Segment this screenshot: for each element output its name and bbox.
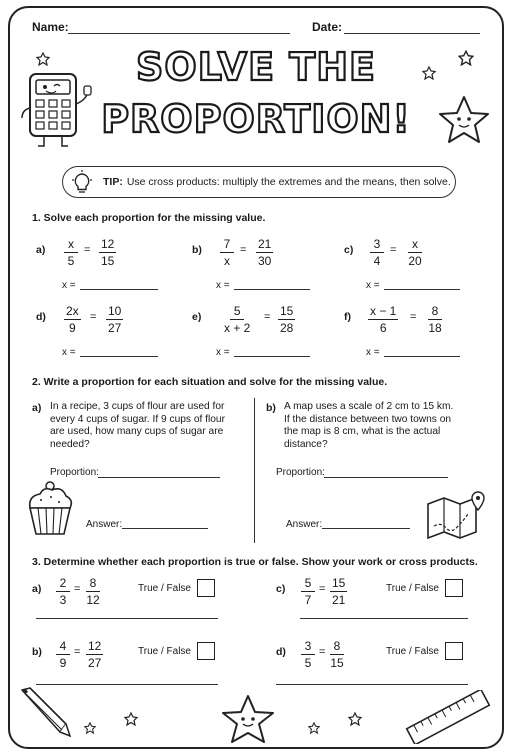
tip-box xyxy=(62,166,456,198)
true-false-label: True / False xyxy=(138,646,191,657)
section-2-title: 2. Write a proportion for each situation and solve for the missing value. xyxy=(32,376,388,388)
star-icon xyxy=(308,722,320,734)
cupcake-icon xyxy=(24,480,76,538)
answer-label: Answer: xyxy=(86,519,123,530)
answer-field-b[interactable] xyxy=(234,289,310,290)
denominator: 21 xyxy=(332,593,346,607)
numerator: 5 xyxy=(301,576,315,592)
fraction xyxy=(256,237,273,268)
numerator: 8 xyxy=(428,304,442,320)
star-mascot-icon xyxy=(436,94,492,148)
fraction xyxy=(368,304,398,335)
fraction xyxy=(99,237,116,268)
fraction xyxy=(301,576,315,607)
text-line: every 4 cups of sugar. If 9 cups of flour xyxy=(50,413,225,425)
answer-field-2a[interactable] xyxy=(122,528,208,529)
star-icon xyxy=(124,712,138,726)
answer-field-a[interactable] xyxy=(80,289,158,290)
true-false-label: True / False xyxy=(386,646,439,657)
answer-checkbox-a[interactable] xyxy=(197,579,215,597)
calculator-mascot-icon xyxy=(18,68,100,154)
answer-prefix: x = xyxy=(216,280,230,291)
star-icon xyxy=(422,66,436,80)
lightbulb-icon xyxy=(70,170,94,196)
equals-sign: = xyxy=(390,244,397,256)
answer-field-c[interactable] xyxy=(384,289,460,290)
equals-sign: = xyxy=(240,244,247,256)
text-line: A map uses a scale of 2 cm to 15 km. xyxy=(284,401,454,412)
fraction xyxy=(56,576,70,607)
section-3-title: 3. Determine whether each proportion is true or false. Show your work or cross products. xyxy=(32,556,478,568)
fraction xyxy=(330,576,347,607)
fraction xyxy=(220,237,234,268)
work-line-d[interactable] xyxy=(276,684,468,685)
star-icon xyxy=(348,712,362,726)
date-label: Date: xyxy=(312,20,343,34)
text-line: the map is 8 cm, what is the actual xyxy=(284,426,441,437)
numerator: 2x xyxy=(66,304,79,318)
text-line: If the distance between two towns on xyxy=(284,413,452,425)
denominator: 18 xyxy=(428,321,442,335)
word-problem-b xyxy=(284,401,474,451)
map-icon xyxy=(424,490,490,540)
ruler-icon xyxy=(402,690,494,744)
problem-label: c) xyxy=(276,583,286,595)
denominator: 5 xyxy=(67,254,75,268)
problem-label: c) xyxy=(344,244,354,256)
answer-prefix: x = xyxy=(62,280,76,291)
numerator: 15 xyxy=(332,576,346,590)
true-false-label: True / False xyxy=(138,583,191,594)
text-line: are used, how many cups of sugar are xyxy=(50,426,224,437)
word-problem-a xyxy=(50,401,245,451)
equals-sign: = xyxy=(90,311,97,323)
problem-label: a) xyxy=(36,244,46,256)
numerator: 7 xyxy=(220,237,234,253)
fraction xyxy=(301,639,315,670)
numerator: 8 xyxy=(86,576,100,592)
problem-label: e) xyxy=(192,311,202,323)
proportion-field-a[interactable] xyxy=(98,477,220,478)
numerator: 21 xyxy=(258,237,272,251)
fraction xyxy=(408,237,422,268)
fraction xyxy=(64,304,81,335)
answer-field-e[interactable] xyxy=(234,356,310,357)
problem-label: d) xyxy=(276,646,286,658)
text-line: In a recipe, 3 cups of flour are used for xyxy=(50,401,225,412)
numerator: 3 xyxy=(301,639,315,655)
equals-sign: = xyxy=(319,646,326,658)
answer-prefix: x = xyxy=(366,347,380,358)
numerator: 12 xyxy=(101,237,115,251)
problem-label: a) xyxy=(32,402,42,414)
proportion-field-b[interactable] xyxy=(324,477,448,478)
numerator: 4 xyxy=(56,639,70,655)
problem-label: a) xyxy=(32,583,42,595)
problem-label: d) xyxy=(36,311,46,323)
denominator: 20 xyxy=(408,254,422,268)
answer-label: Answer: xyxy=(286,519,323,530)
answer-prefix: x = xyxy=(62,347,76,358)
fraction xyxy=(86,639,103,670)
denominator: 3 xyxy=(59,593,67,607)
text-line: needed? xyxy=(50,438,90,450)
equals-sign: = xyxy=(74,646,81,658)
answer-prefix: x = xyxy=(216,347,230,358)
work-line-a[interactable] xyxy=(36,618,218,619)
answer-checkbox-b[interactable] xyxy=(197,642,215,660)
star-mascot-icon xyxy=(218,694,278,746)
title-line-2: PROPORTION! xyxy=(101,97,411,141)
denominator: 15 xyxy=(101,254,115,268)
denominator: 27 xyxy=(108,321,122,335)
fraction xyxy=(86,576,100,607)
answer-prefix: x = xyxy=(366,280,380,291)
problem-label: f) xyxy=(344,311,351,323)
denominator: 4 xyxy=(373,254,381,268)
equals-sign: = xyxy=(74,583,81,595)
denominator: 9 xyxy=(59,656,67,670)
work-line-c[interactable] xyxy=(300,618,468,619)
tip-text: Use cross products: multiply the extremes and the means, then solve. xyxy=(126,176,451,188)
denominator: 30 xyxy=(258,254,272,268)
problem-label: b) xyxy=(192,244,202,256)
proportion-label: Proportion: xyxy=(50,467,99,478)
fraction xyxy=(56,639,70,670)
denominator: 12 xyxy=(86,593,100,607)
denominator: 6 xyxy=(379,321,387,335)
numerator: 2 xyxy=(56,576,70,592)
fraction xyxy=(370,237,384,268)
numerator: x xyxy=(64,237,78,253)
denominator: 5 xyxy=(304,656,312,670)
section-1-title: 1. Solve each proportion for the missing value. xyxy=(32,212,266,224)
column-divider xyxy=(254,398,255,543)
problem-label: b) xyxy=(32,646,42,658)
tip-label: TIP: xyxy=(103,176,123,188)
numerator: 5 xyxy=(230,304,244,320)
numerator: 3 xyxy=(370,237,384,253)
pencil-icon xyxy=(16,684,72,740)
answer-field-d[interactable] xyxy=(80,356,158,357)
answer-checkbox-d[interactable] xyxy=(445,642,463,660)
fraction xyxy=(428,304,442,335)
true-false-label: True / False xyxy=(386,583,439,594)
proportion-label: Proportion: xyxy=(276,467,325,478)
denominator: x + 2 xyxy=(224,321,251,335)
equals-sign: = xyxy=(410,311,417,323)
numerator: x xyxy=(408,237,422,253)
answer-checkbox-c[interactable] xyxy=(445,579,463,597)
fraction xyxy=(64,237,78,268)
numerator: x − 1 xyxy=(370,304,397,318)
fraction xyxy=(330,639,344,670)
star-icon xyxy=(84,722,96,734)
numerator: 8 xyxy=(330,639,344,655)
denominator: 27 xyxy=(88,656,102,670)
problem-label: b) xyxy=(266,402,276,414)
fraction xyxy=(278,304,295,335)
name-field[interactable] xyxy=(68,33,290,34)
star-icon xyxy=(458,50,474,66)
fraction xyxy=(224,304,250,335)
equals-sign: = xyxy=(319,583,326,595)
numerator: 10 xyxy=(108,304,122,318)
date-field[interactable] xyxy=(344,33,480,34)
numerator: 12 xyxy=(88,639,102,653)
denominator: x xyxy=(224,254,230,268)
equals-sign: = xyxy=(264,311,271,323)
denominator: 15 xyxy=(330,656,344,670)
star-icon xyxy=(36,52,50,66)
text-line: distance? xyxy=(284,438,328,450)
fraction xyxy=(106,304,123,335)
equals-sign: = xyxy=(84,244,91,256)
answer-field-f[interactable] xyxy=(384,356,460,357)
title-line-1: SOLVE THE xyxy=(136,45,376,89)
numerator: 15 xyxy=(280,304,294,318)
name-label: Name: xyxy=(32,20,69,34)
answer-field-2b[interactable] xyxy=(322,528,410,529)
denominator: 28 xyxy=(280,321,294,335)
denominator: 9 xyxy=(69,321,76,335)
denominator: 7 xyxy=(304,593,312,607)
